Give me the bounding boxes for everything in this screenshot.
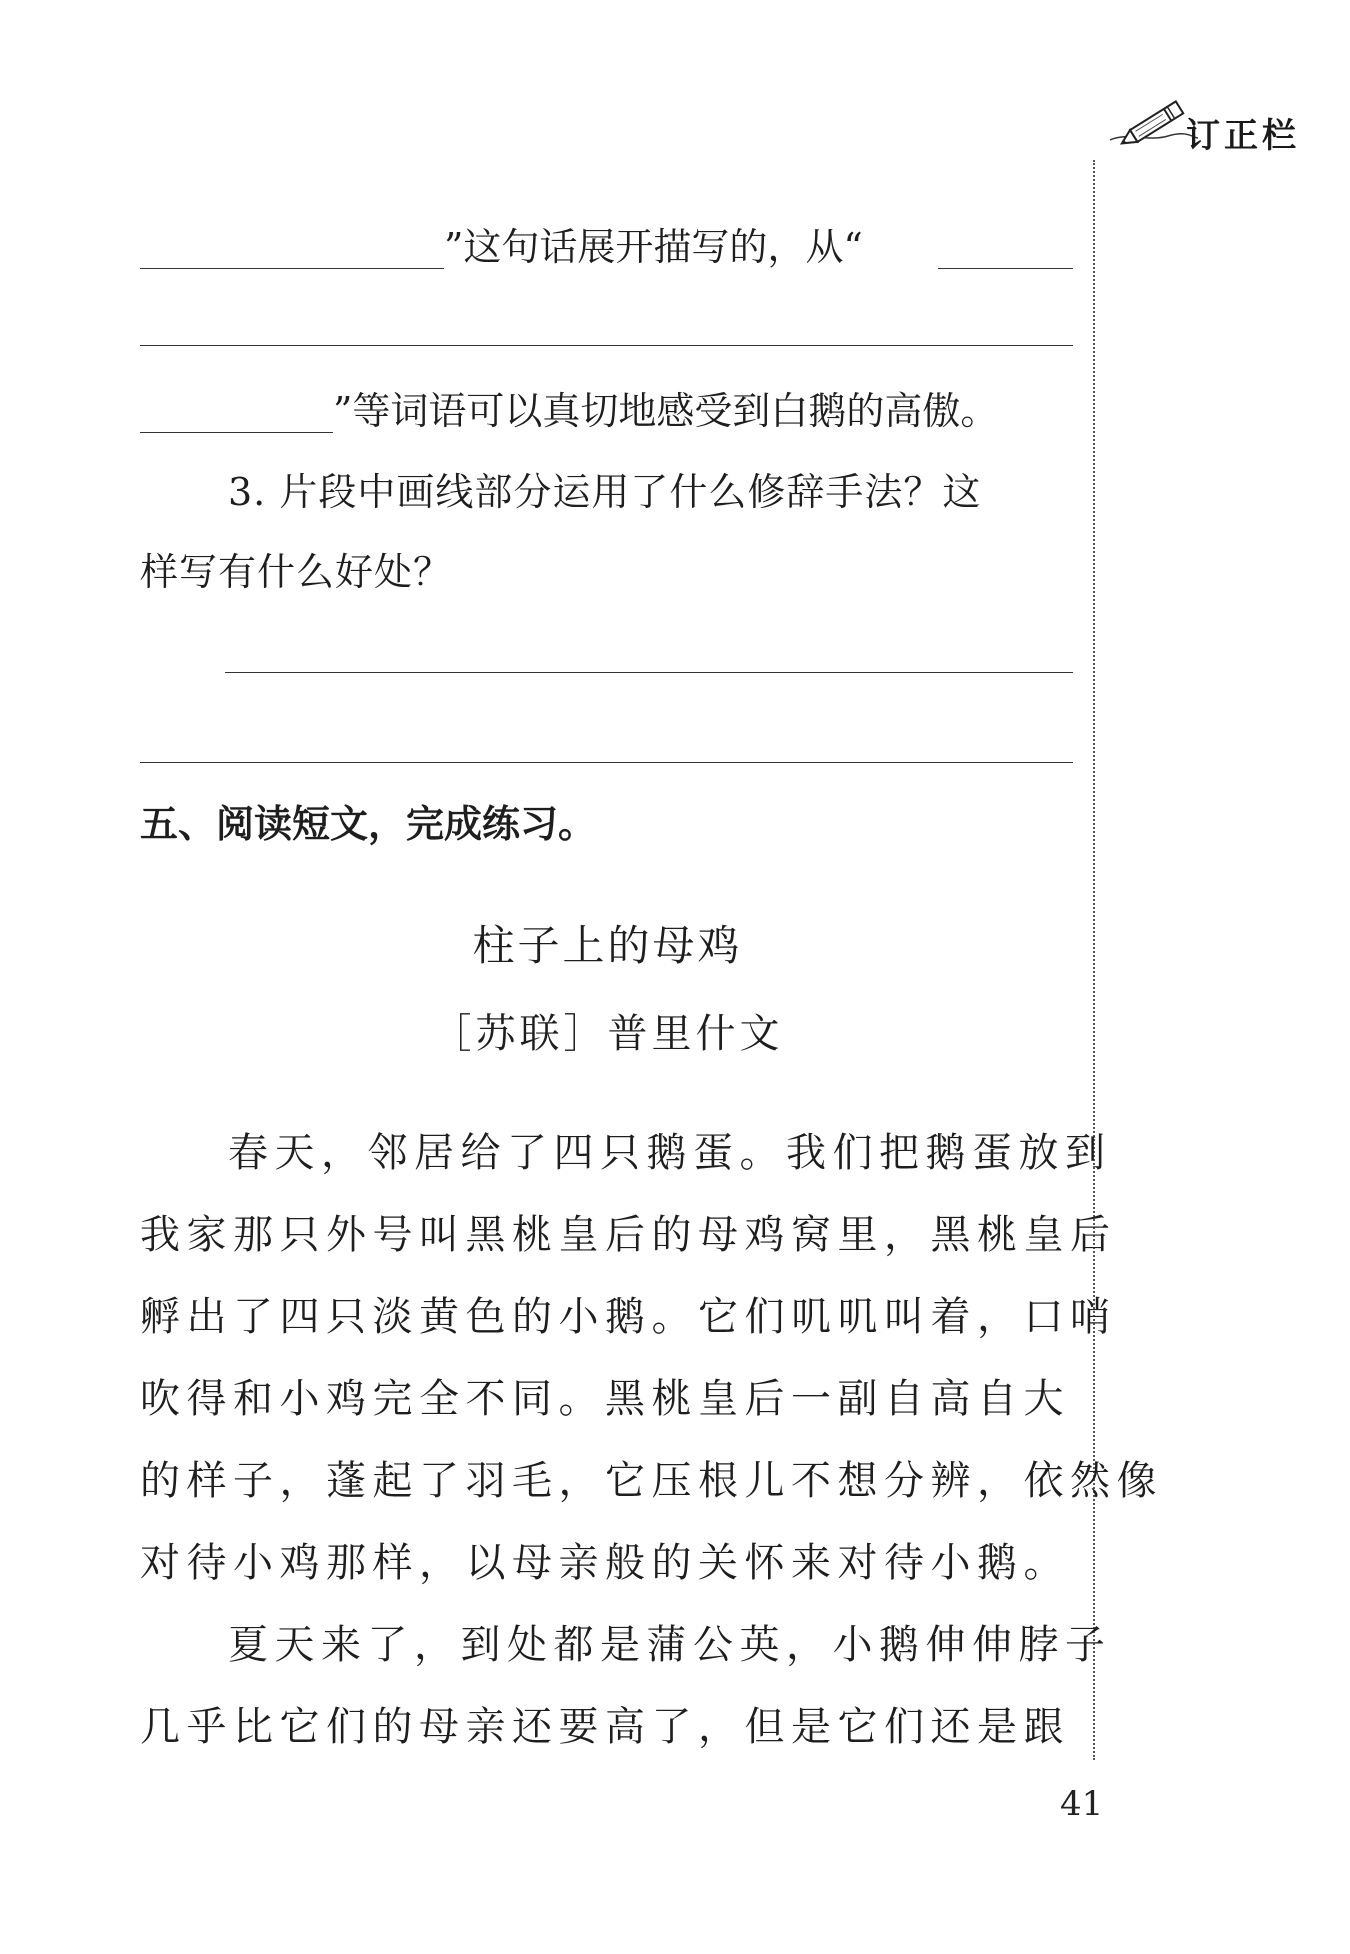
question2-line3-text: ”等词语可以真切地感受到白鹅的高傲。 [333, 389, 999, 433]
correction-column-title: 订正栏 [1186, 116, 1300, 156]
answer-line[interactable] [225, 672, 1073, 673]
passage-line: 吹得和小鸡完全不同。黑桃皇后一副自高自大 [140, 1376, 1070, 1422]
pencil-icon [1108, 92, 1198, 152]
passage-line: 我家那只外号叫黑桃皇后的母鸡窝里，黑桃皇后 [140, 1212, 1117, 1258]
passage-line: 的样子，蓬起了羽毛，它压根儿不想分辨，依然像 [140, 1458, 1163, 1504]
passage-line: 孵出了四只淡黄色的小鹅。它们叽叽叫着，口哨 [140, 1294, 1117, 1340]
passage-line: 对待小鸡那样，以母亲般的关怀来对待小鹅。 [140, 1540, 1070, 1586]
article-title: 柱子上的母鸡 [472, 921, 743, 970]
page-number: 41 [1060, 1784, 1104, 1824]
question3-line2: 样写有什么好处？ [140, 550, 453, 594]
answer-blank[interactable] [140, 268, 444, 269]
article-author: ［苏联］普里什文 [431, 1011, 784, 1057]
question2-line1-text: ”这句话展开描写的，从“ [444, 225, 863, 269]
answer-blank[interactable] [938, 268, 1073, 269]
answer-line[interactable] [140, 762, 1073, 763]
answer-line[interactable] [140, 345, 1073, 346]
passage-line: 夏天来了，到处都是蒲公英，小鹅伸伸脖子 [228, 1622, 1112, 1668]
section-heading: 五、阅读短文，完成练习。 [140, 802, 597, 846]
answer-blank[interactable] [140, 432, 333, 433]
correction-column-header [1108, 92, 1338, 162]
passage-line: 春天，邻居给了四只鹅蛋。我们把鹅蛋放到 [228, 1130, 1112, 1176]
correction-column-divider [1093, 160, 1095, 1760]
passage-line: 几乎比它们的母亲还要高了，但是它们还是跟 [140, 1704, 1070, 1750]
question3-line1: 3. 片段中画线部分运用了什么修辞手法？这 [228, 470, 982, 514]
